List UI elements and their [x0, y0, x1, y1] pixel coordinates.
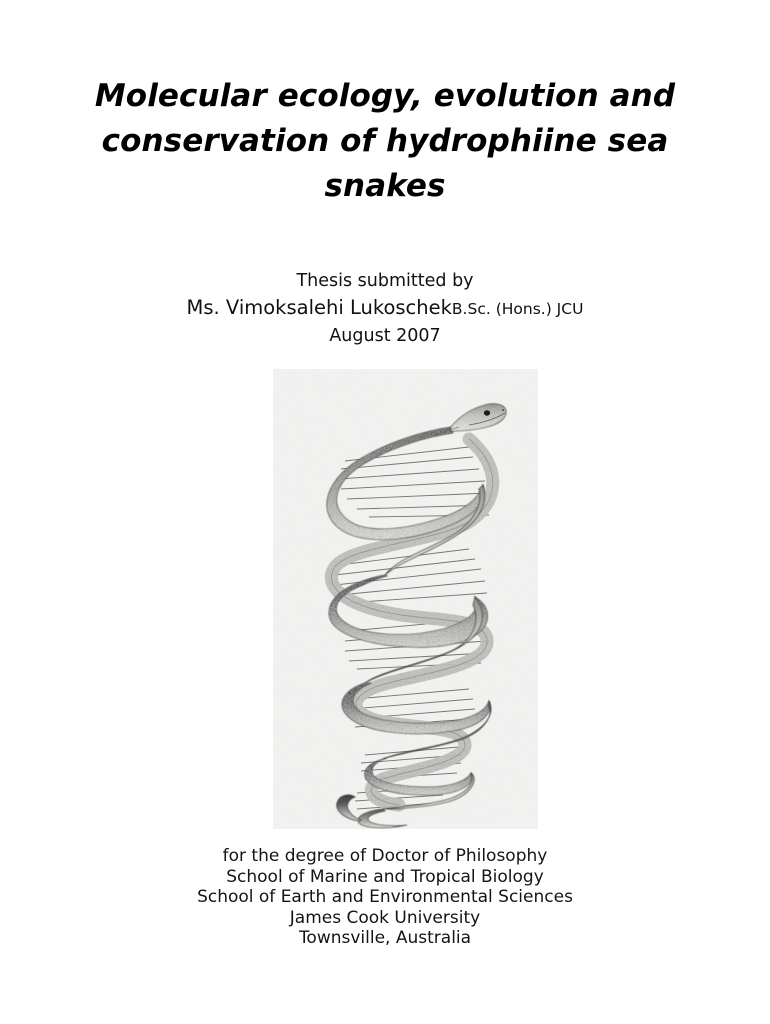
degree-line-1: for the degree of Doctor of Philosophy [222, 846, 548, 866]
author-name: Ms. Vimoksalehi Lukoschek [186, 296, 452, 319]
overlay-grain [273, 369, 538, 829]
submitted-by-label: Thesis submitted by [296, 271, 474, 291]
title-line-1: Molecular ecology, evolution and [94, 78, 676, 114]
author-qualifications: B.Sc. (Hons.) JCU [451, 300, 584, 318]
thesis-title [85, 74, 685, 209]
degree-line-4: James Cook University [289, 907, 481, 928]
submission-date: August 2007 [329, 326, 441, 346]
author-line [85, 294, 685, 323]
degree-line-3: School of Earth and Environmental Sciences [197, 887, 573, 907]
degree-line-2: School of Marine and Tropical Biology [226, 866, 544, 887]
sea-snake-dna-helix-drawing [273, 369, 538, 829]
submission-block [85, 269, 685, 349]
degree-block [85, 846, 685, 949]
title-line-3: snakes [324, 168, 446, 204]
helix-illustration-svg [273, 369, 538, 829]
degree-line-5: Townsville, Australia [298, 928, 472, 948]
title-line-2: conservation of hydrophiine sea [101, 123, 669, 159]
